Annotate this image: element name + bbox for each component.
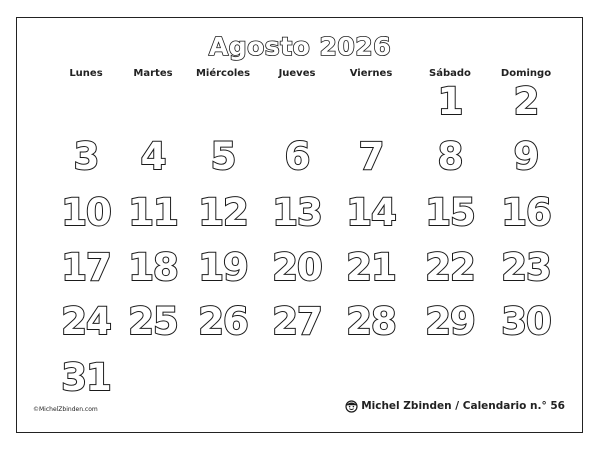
day-cell: 14 — [346, 191, 396, 234]
day-cell: 5 — [210, 135, 236, 178]
day-cell: 31 — [61, 356, 111, 399]
day-cell: 20 — [272, 246, 322, 289]
day-cell: 19 — [198, 246, 248, 289]
weekday-label: Miércoles — [195, 68, 251, 79]
weekday-label: Lunes — [69, 68, 103, 79]
day-cell: 25 — [128, 300, 178, 343]
weekday-label: Sábado — [429, 68, 471, 79]
day-cell: 21 — [346, 246, 396, 289]
day-cell: 4 — [140, 135, 166, 178]
day-cell: 18 — [128, 246, 178, 289]
weekday-label: Martes — [133, 68, 173, 79]
day-cell: 1 — [437, 80, 463, 123]
day-cell: 3 — [73, 135, 99, 178]
weekday-label: Domingo — [500, 68, 552, 79]
day-cell: 13 — [272, 191, 322, 234]
calendar-title: Agosto 2026 — [208, 32, 392, 61]
day-cell: 10 — [61, 191, 111, 234]
day-cell: 29 — [425, 300, 475, 343]
day-cell: 30 — [501, 300, 551, 343]
day-cell: 8 — [437, 135, 463, 178]
author-credit-text: Michel Zbinden / Calendario n.° 56 — [361, 400, 565, 412]
day-cell: 2 — [513, 80, 539, 123]
face-icon — [345, 400, 358, 413]
day-cell: 26 — [198, 300, 248, 343]
day-cell: 9 — [513, 135, 539, 178]
day-cell: 11 — [128, 191, 178, 234]
author-credit — [345, 398, 565, 414]
day-cell: 17 — [61, 246, 111, 289]
weekday-label: Jueves — [278, 68, 316, 79]
day-cell: 12 — [198, 191, 248, 234]
weekday-label: Viernes — [349, 68, 393, 79]
day-cell: 28 — [346, 300, 396, 343]
day-cell: 23 — [501, 246, 551, 289]
day-cell: 27 — [272, 300, 322, 343]
day-cell: 7 — [358, 135, 384, 178]
day-cell: 6 — [284, 135, 310, 178]
day-cell: 16 — [501, 191, 551, 234]
day-cell: 15 — [425, 191, 475, 234]
day-cell: 22 — [425, 246, 475, 289]
day-cell: 24 — [61, 300, 111, 343]
website-credit: ©MichelZbinden.com — [33, 406, 98, 413]
